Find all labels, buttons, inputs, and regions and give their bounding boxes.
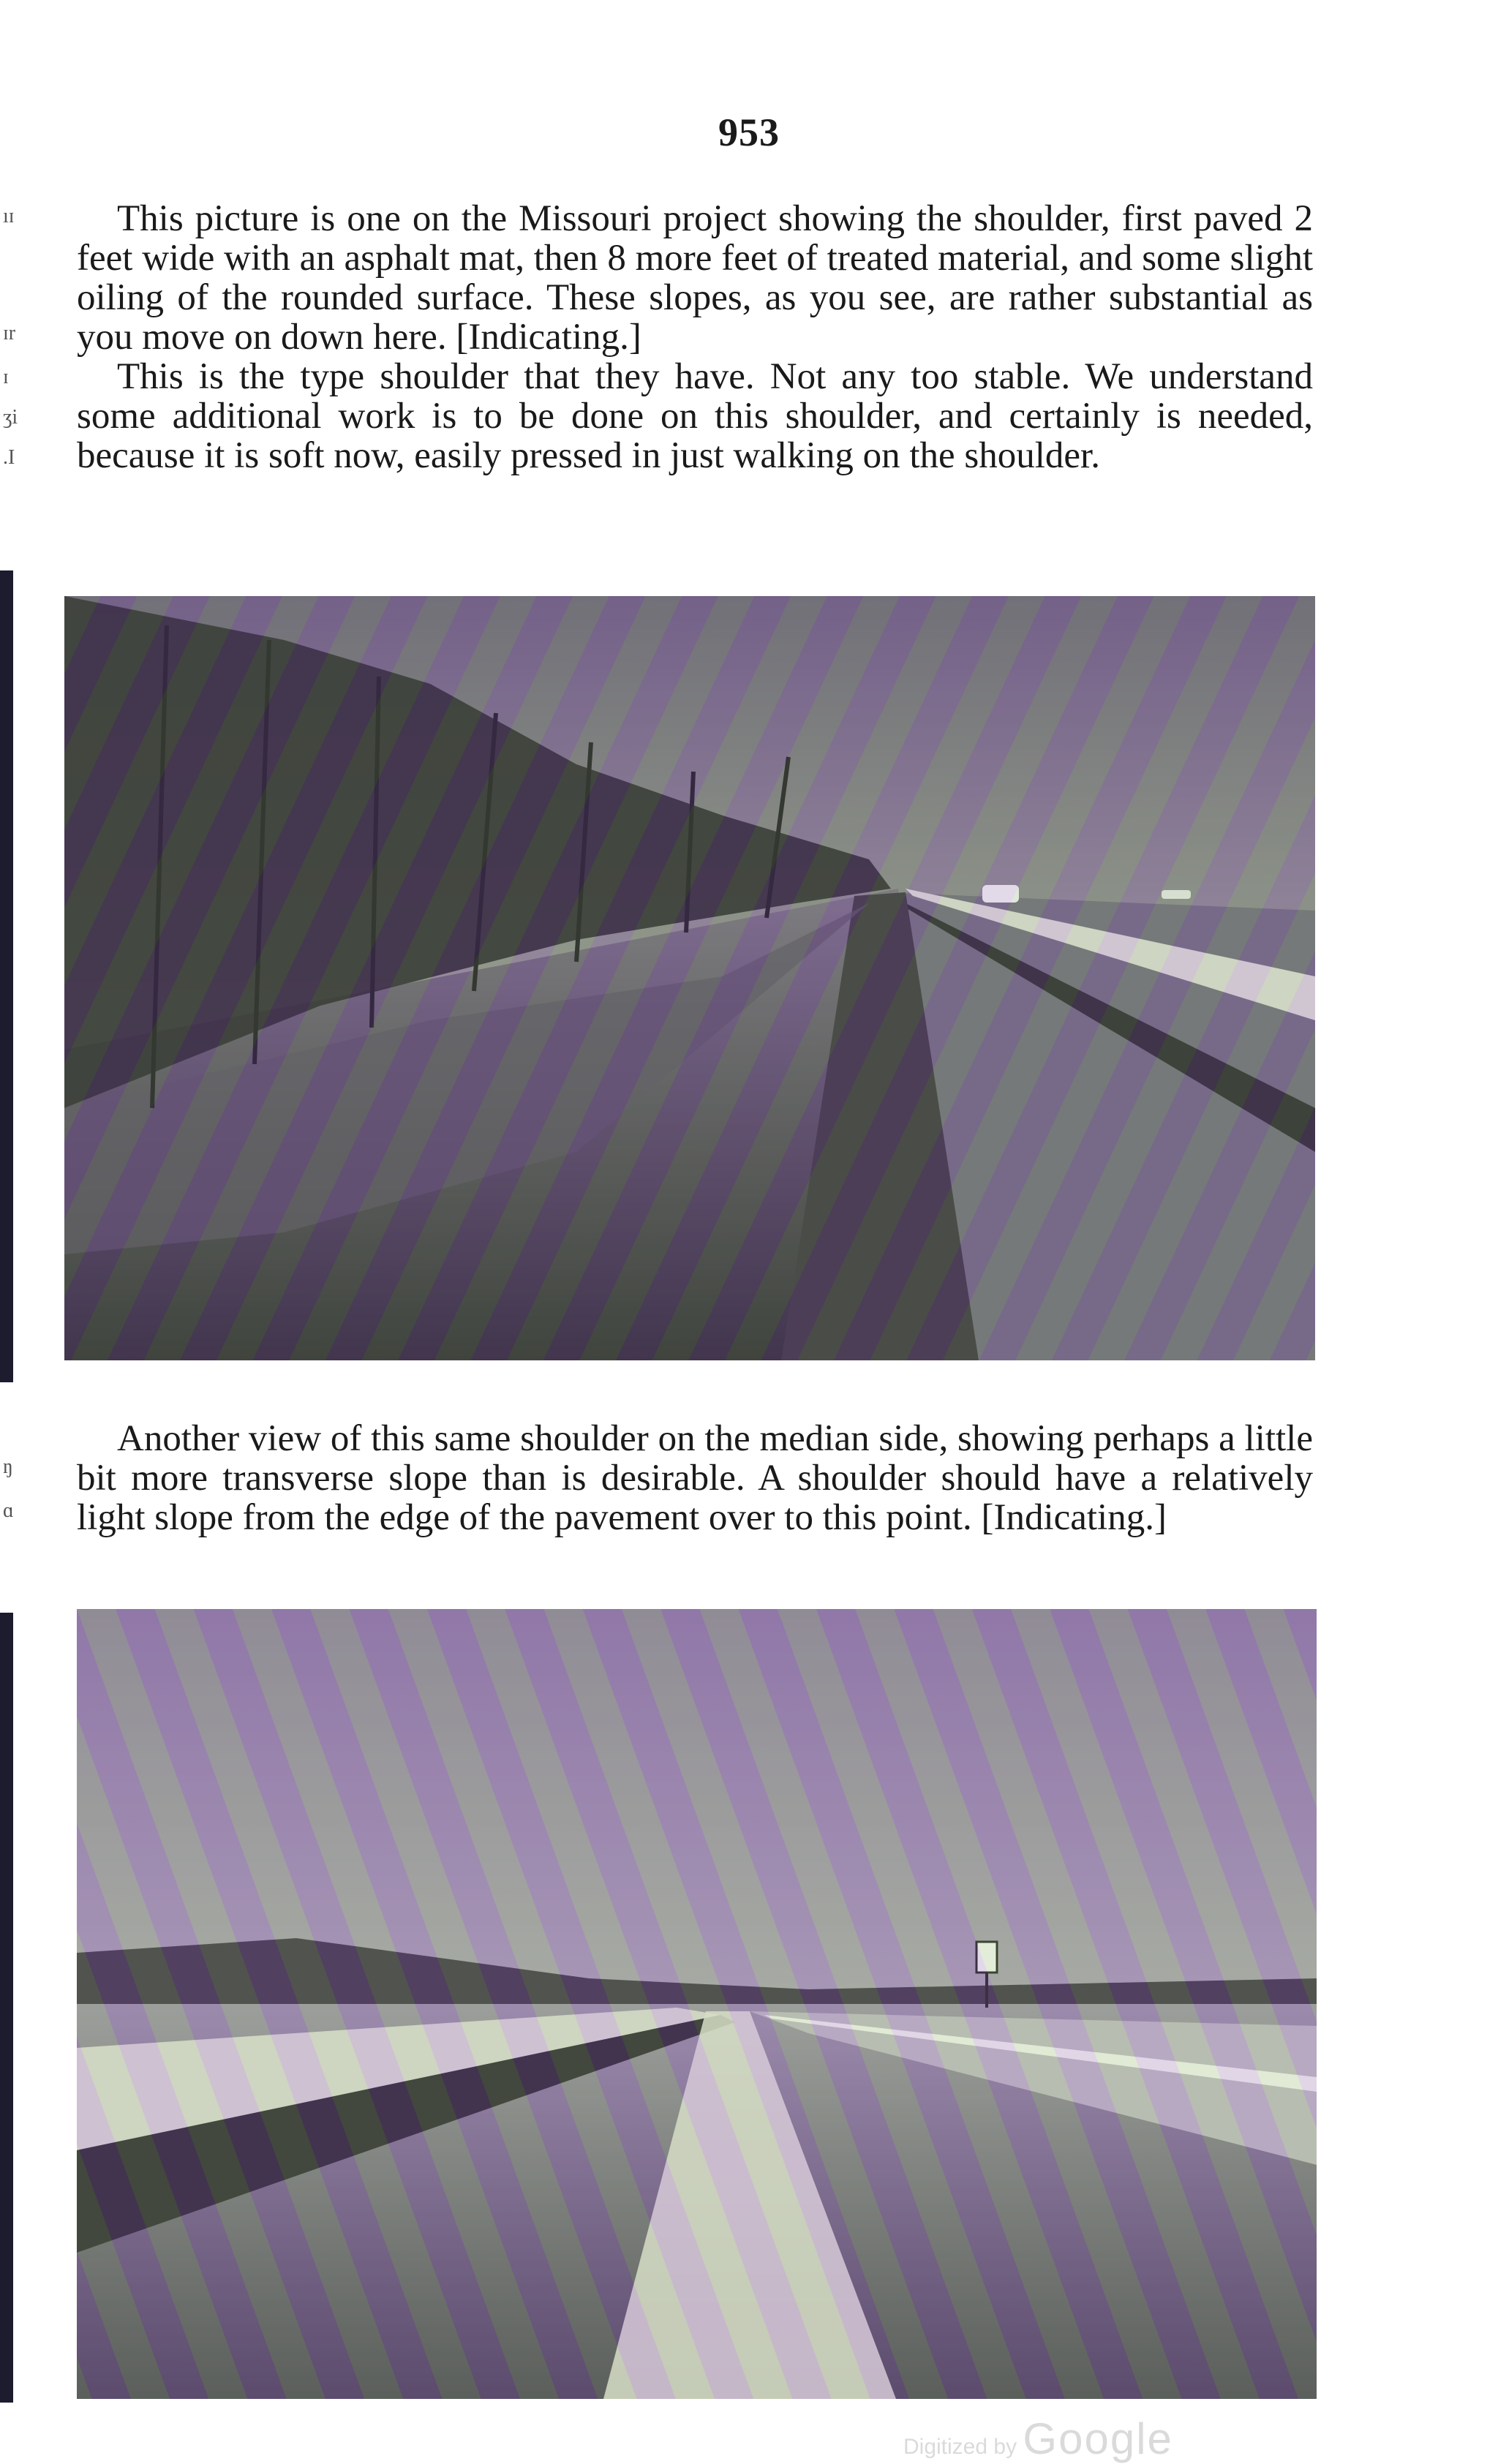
text-block-2 (77, 1419, 1313, 1537)
margin-mark: ıɪ (3, 205, 15, 227)
photo-shoulder-slope-image (64, 596, 1315, 1360)
margin-mark: ŋ (3, 1455, 13, 1478)
digitized-watermark (903, 2414, 1173, 2464)
margin-mark: ɪr (3, 322, 16, 344)
margin-mark: ɪ (3, 366, 9, 388)
paragraph: Another view of this same shoulder on the median side, showing perhaps a little bit more transverse slope than is desirable. A shoulder should have a relatively light slope from the edge of the pavement over to this point. [Indicating.] (77, 1418, 1313, 1538)
scan-edge-top (0, 570, 13, 1382)
scan-edge-bottom (0, 1613, 13, 2403)
watermark-prefix: Digitized by (903, 2435, 1017, 2459)
photo-median-shoulder-image (77, 1609, 1317, 2399)
photo-shoulder-slope (64, 596, 1315, 1360)
margin-mark: ɑ (3, 1499, 14, 1522)
photo-median-shoulder (77, 1609, 1317, 2399)
page-number: 953 (718, 110, 780, 154)
margin-mark: .I (3, 446, 15, 469)
paragraph: This is the type shoulder that they have. Not any too stable. We understand some additional work is to be done on this shoulder, and certainly is needed, because it is soft now, easily pressed in just walking on the shoulder. (77, 356, 1313, 476)
text-block-1 (77, 199, 1313, 475)
margin-mark: ʒi (3, 406, 18, 429)
paragraph: This picture is one on the Missouri project showing the shoulder, first paved 2 feet wide with an asphalt mat, then 8 more feet of treated material, and some slight oiling of the rounded surface. These slopes, as you see, are rather substantial as you move on down here. [Indicating.] (77, 198, 1313, 358)
watermark-brand: Google (1023, 2414, 1173, 2463)
